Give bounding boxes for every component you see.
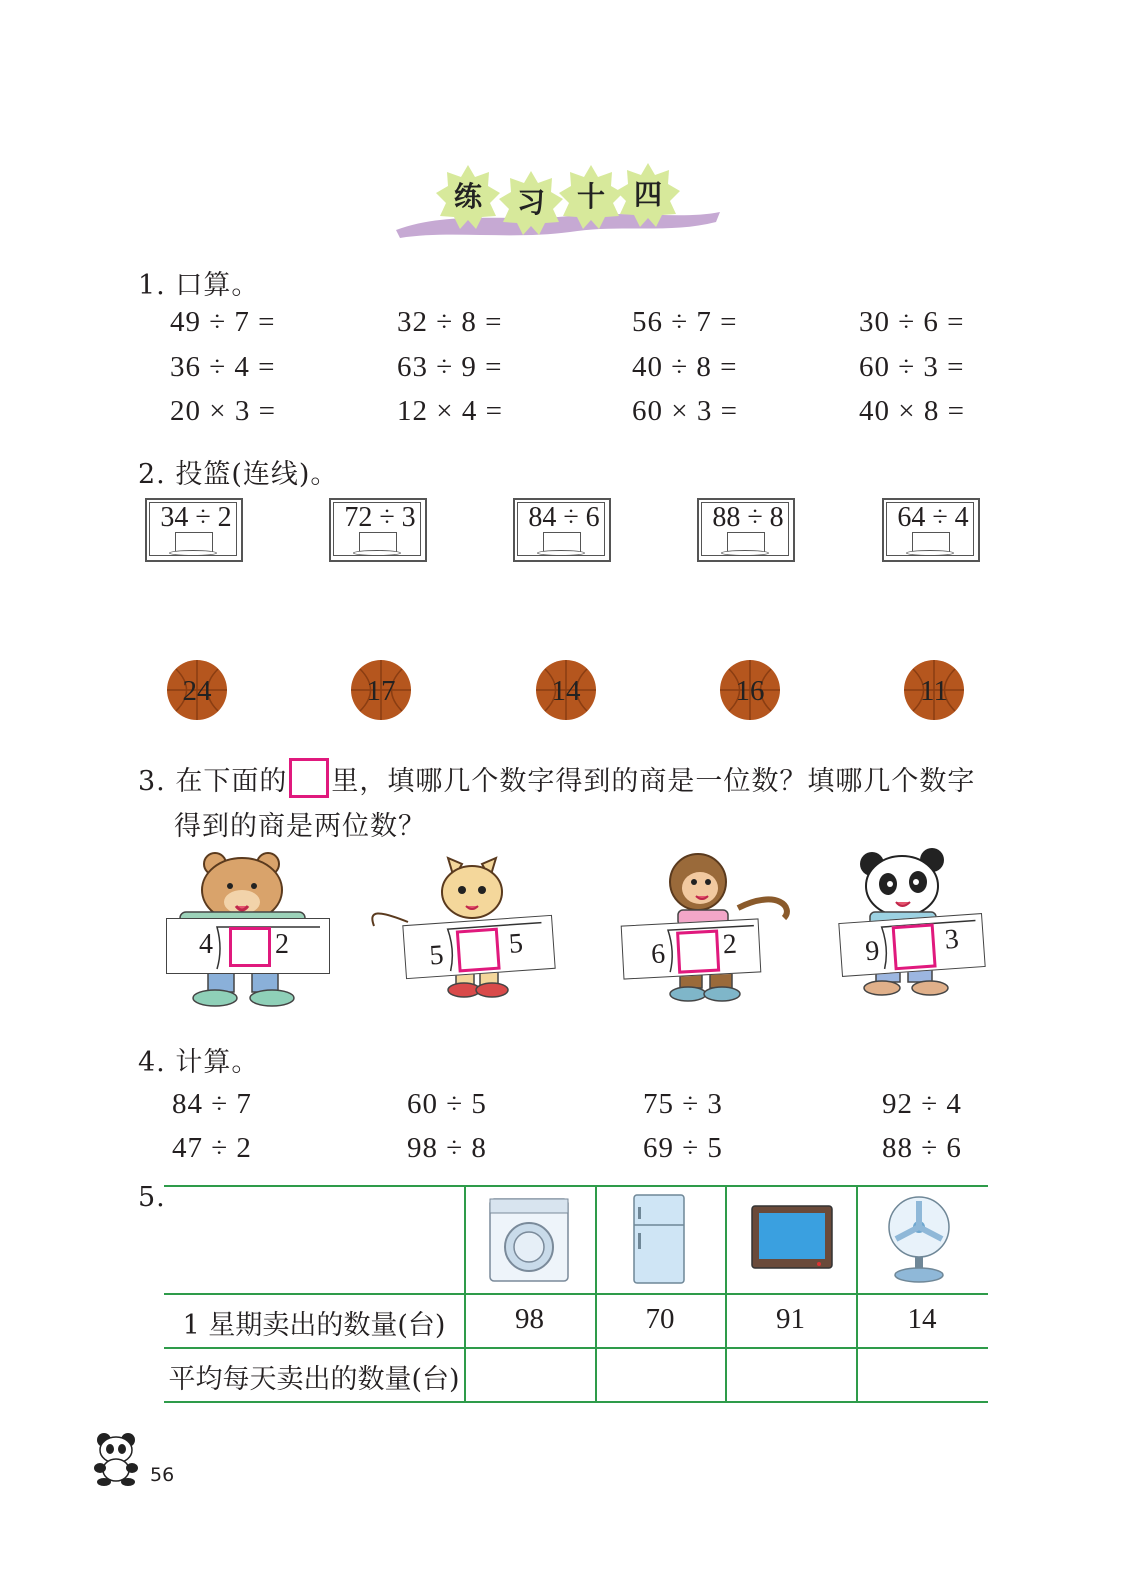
title-star-2: [498, 170, 564, 236]
basket-4[interactable]: [697, 498, 795, 562]
q2-title: 投篮(连线)。: [175, 459, 339, 490]
ball-number: 24: [182, 675, 212, 707]
divisor: 5: [428, 939, 445, 972]
hoop-rim: [537, 550, 585, 556]
q4-title: 计算。: [175, 1047, 260, 1078]
basketball-2[interactable]: [350, 659, 412, 721]
monkey-character: [618, 848, 798, 1010]
q3-text-before: 在下面的: [175, 766, 288, 797]
basketball-1[interactable]: [166, 659, 228, 721]
q4-expr: 69 ÷ 5: [643, 1132, 723, 1164]
q1-expr: 40 × 8 =: [859, 395, 965, 427]
digit-blank-box[interactable]: [676, 930, 720, 974]
divisor: 4: [199, 929, 213, 960]
basket-expression: 84 ÷ 6: [528, 502, 600, 533]
page-number: 56: [150, 1464, 175, 1486]
q1-expr: 63 ÷ 9 =: [397, 351, 503, 383]
division-card: [621, 918, 762, 979]
q4-expr: 98 ÷ 8: [407, 1132, 487, 1164]
basket-1[interactable]: [145, 498, 243, 562]
q3-number: 3.: [138, 766, 166, 797]
q4-expr: 84 ÷ 7: [172, 1088, 252, 1120]
bear-character: [160, 850, 335, 1010]
digit-blank-box[interactable]: [892, 923, 937, 970]
basket-expression: 72 ÷ 3: [344, 502, 416, 533]
q1-expr: 32 ÷ 8 =: [397, 306, 503, 338]
last-digit: 3: [943, 923, 960, 956]
basket-expression: 64 ÷ 4: [897, 502, 969, 533]
basket-3[interactable]: [513, 498, 611, 562]
daily-average-answer-cell[interactable]: [725, 1357, 856, 1397]
ball-number: 14: [551, 675, 581, 707]
q3-line1: [138, 758, 975, 798]
q1-heading: [138, 263, 259, 302]
q4-expr: 75 ÷ 3: [643, 1088, 723, 1120]
q1-expr: 49 ÷ 7 =: [170, 306, 276, 338]
q1-expr: 40 ÷ 8 =: [632, 351, 738, 383]
last-digit: 5: [507, 927, 524, 960]
q4-expr: 47 ÷ 2: [172, 1132, 252, 1164]
division-card: [402, 915, 555, 979]
q5-number: 5.: [138, 1182, 166, 1213]
basketball-4[interactable]: [719, 659, 781, 721]
last-digit: 2: [722, 928, 738, 961]
q4-expr: 92 ÷ 4: [882, 1088, 962, 1120]
title-char: 练: [453, 180, 482, 213]
q1-expr: 56 ÷ 7 =: [632, 306, 738, 338]
title-char: 习: [516, 186, 545, 219]
digit-blank-box[interactable]: [456, 928, 501, 973]
title-char: 四: [633, 178, 662, 211]
weekly-sales-value: 98: [515, 1303, 544, 1335]
electric-fan-icon: [884, 1193, 954, 1285]
row-label-daily-average: 平均每天卖出的数量(台): [168, 1364, 460, 1395]
q2-heading: [138, 452, 338, 491]
q1-expr: 12 × 4 =: [397, 395, 503, 427]
weekly-sales-value: 14: [907, 1303, 937, 1335]
q3-text-after: 里，填哪几个数字得到的商是一位数？填哪几个数字: [331, 766, 976, 797]
television-icon: [749, 1203, 835, 1273]
cat-character: [368, 850, 558, 1010]
q1-expr: 20 × 3 =: [170, 395, 276, 427]
basket-5[interactable]: [882, 498, 980, 562]
q1-number: 1.: [138, 270, 166, 301]
ball-number: 16: [735, 675, 765, 707]
division-card: [166, 918, 330, 974]
q4-expr: 60 ÷ 5: [407, 1088, 487, 1120]
q4-expr: 88 ÷ 6: [882, 1132, 962, 1164]
hoop-rim: [721, 550, 769, 556]
title-star-1: [435, 164, 501, 230]
divisor: 9: [864, 935, 881, 968]
divisor: 6: [650, 938, 667, 971]
hoop-rim: [353, 550, 401, 556]
ball-number: 17: [366, 675, 396, 707]
daily-average-answer-cell[interactable]: [856, 1357, 988, 1397]
q1-expr: 36 ÷ 4 =: [170, 351, 276, 383]
basketball-5[interactable]: [903, 659, 965, 721]
q1-title: 口算。: [175, 270, 260, 301]
title-star-4: [615, 162, 681, 228]
q4-heading: [138, 1040, 259, 1079]
ball-number: 11: [920, 675, 948, 707]
row-label-weekly: 1 星期卖出的数量(台): [182, 1310, 446, 1341]
q1-expr: 60 ÷ 3 =: [859, 351, 965, 383]
basketball-3[interactable]: [535, 659, 597, 721]
title-char: 十: [576, 180, 605, 213]
q1-expr: 60 × 3 =: [632, 395, 738, 427]
daily-average-answer-cell[interactable]: [464, 1357, 595, 1397]
sales-table: [164, 1185, 988, 1403]
hoop-rim: [906, 550, 954, 556]
basket-expression: 88 ÷ 8: [712, 502, 784, 533]
division-card: [838, 913, 985, 977]
weekly-sales-value: 91: [776, 1303, 805, 1335]
last-digit: 2: [275, 929, 289, 960]
basket-2[interactable]: [329, 498, 427, 562]
blank-box-icon: [289, 758, 329, 798]
digit-blank-box[interactable]: [229, 927, 271, 967]
panda-mascot-icon: [92, 1430, 142, 1486]
exercise-title: [390, 160, 730, 250]
q2-number: 2.: [138, 459, 166, 490]
daily-average-answer-cell[interactable]: [595, 1357, 725, 1397]
panda-character: [838, 844, 990, 1004]
q3-line2: 得到的商是两位数？: [174, 811, 426, 842]
basket-expression: 34 ÷ 2: [160, 502, 232, 533]
q1-expr: 30 ÷ 6 =: [859, 306, 965, 338]
q4-number: 4.: [138, 1047, 166, 1078]
washing-machine-icon: [487, 1197, 573, 1285]
hoop-rim: [169, 550, 217, 556]
weekly-sales-value: 70: [645, 1303, 675, 1335]
refrigerator-icon: [630, 1191, 690, 1287]
